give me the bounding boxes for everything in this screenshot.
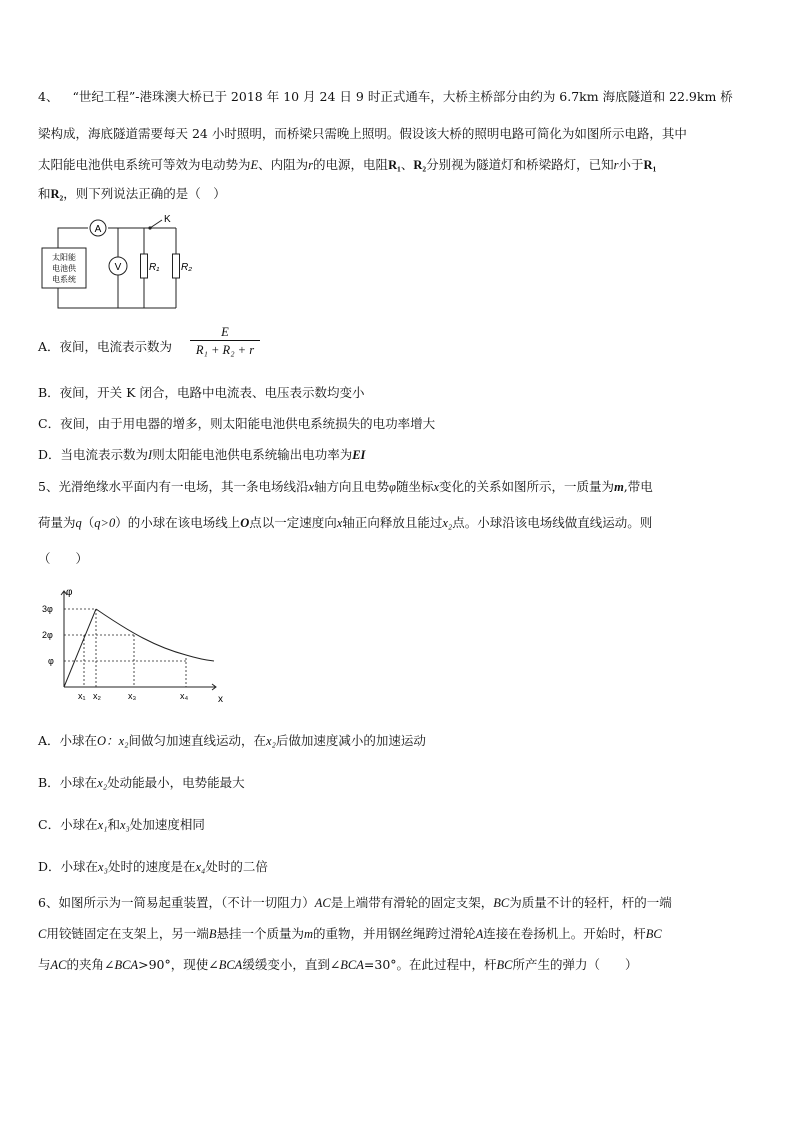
q5-option-d-text-e: 处时的二倍 <box>205 859 268 874</box>
q5-number: 5、 <box>38 479 59 494</box>
symbol-m-2: m <box>304 927 314 941</box>
q6-text-3h: 所产生的弹力（ ） <box>512 957 638 972</box>
symbol-BCA-1: BCA <box>114 958 139 972</box>
q4-text-3c: 的电源，电阻 <box>313 157 389 172</box>
q5-option-b[interactable] <box>38 774 245 792</box>
symbol-q: q <box>75 516 82 530</box>
q4-option-a[interactable] <box>38 338 172 356</box>
q5-option-d-text-c: 处时的速度是在 <box>107 859 196 874</box>
fraction <box>190 324 260 359</box>
q4-text-4a: 和 <box>38 186 51 201</box>
q5-text-2a: 荷量为 <box>38 515 76 530</box>
q4-text-3a: 太阳能电池供电系统可等效为电动势为 <box>38 157 251 172</box>
q6-text-3f: =30°。在此过程中，杆 <box>363 957 497 972</box>
switch-label: K <box>164 214 171 225</box>
tick-x4: x₄ <box>180 691 189 701</box>
symbol-q-positive: q>0 <box>94 516 116 530</box>
q4-option-d-text-b: 则太阳能电池供电系统输出电功率为 <box>152 447 353 462</box>
q5-text-1d: 变化的关系如图所示，一质量为 <box>439 479 615 494</box>
q6-text-2a: 用铰链固定在支架上，另一端 <box>46 926 209 941</box>
q6-text-2b: 悬挂一个质量为 <box>216 926 305 941</box>
symbol-R2: R₂ <box>413 158 427 172</box>
fraction-numerator: E <box>221 325 229 339</box>
q5-option-a-symbol-O: O： <box>97 734 119 748</box>
q5-option-a-symbol-x2: x₂ <box>118 734 129 748</box>
q5-option-d-text-a: D．小球在 <box>38 859 99 874</box>
q4-text-2: 梁构成，海底隧道需要每天 24 小时照明，而桥梁只需晚上照明。假设该大桥的照明电路可简化为如图所示电路，其中 <box>38 126 687 141</box>
tick-x1: x₁ <box>78 691 86 701</box>
q5-option-c-text-c: 和 <box>107 817 120 832</box>
q4-option-c-text: C．夜间，由于用电器的增多，则太阳能电池供电系统损失的电功率增大 <box>38 416 436 431</box>
q4-text-3e: 分别视为隧道灯和桥梁路灯，已知 <box>426 157 614 172</box>
ammeter-label: A <box>94 224 102 235</box>
symbol-BCA-3: BCA <box>340 958 364 972</box>
fraction-denominator: R₁ + R₂ + r <box>195 343 255 357</box>
q5-text-1b: 轴方向且电势 <box>314 479 390 494</box>
q4-text-4b: ，则下列说法正确的是（ ） <box>63 186 226 201</box>
q4-option-b[interactable] <box>38 384 364 402</box>
x-axis-label: x <box>218 694 223 705</box>
q5-option-c-text-e: 处加速度相同 <box>129 817 205 832</box>
q5-option-c[interactable] <box>38 816 205 834</box>
q5-option-d-symbol-x3: x₃ <box>98 860 108 874</box>
tick-phi: φ <box>48 656 54 666</box>
source-label-3: 电系统 <box>52 275 76 284</box>
q5-option-b-text-a: B．小球在 <box>38 775 98 790</box>
q5-option-a-symbol-x2-2: x₂ <box>265 734 276 748</box>
q5-option-d[interactable] <box>38 858 268 876</box>
q5-text-1e: ,带电 <box>623 479 653 494</box>
q5-option-c-text-a: C．小球在 <box>38 817 98 832</box>
switch-pivot-icon <box>148 226 151 229</box>
q5-line-1 <box>38 478 764 496</box>
q5-text-2e: 点以一定速度向 <box>249 515 337 530</box>
symbol-E: E <box>250 158 259 172</box>
q5-text-1c: 随坐标 <box>395 479 434 494</box>
q6-text-1c: 为质量不计的轻杆，杆的一端 <box>509 895 672 910</box>
q5-text-2b: （ <box>81 515 95 530</box>
q6-text-1b: 是上端带有滑轮的固定支架， <box>330 895 494 910</box>
q5-text-2g: 点。小球沿该电场线做直线运动。则 <box>452 515 653 530</box>
q4-option-a-text: A．夜间，电流表示数为 <box>38 339 173 354</box>
symbol-x: x <box>308 480 315 494</box>
symbol-r-2: r <box>613 158 619 172</box>
q6-text-2c: 的重物，并用钢丝绳跨过滑轮 <box>313 926 476 941</box>
symbol-phi: φ <box>389 480 396 494</box>
q4-line-4 <box>38 185 764 203</box>
q4-line-3 <box>38 156 764 174</box>
symbol-m: m <box>614 480 624 494</box>
symbol-r: r <box>308 158 314 172</box>
q6-text-3a: 与 <box>38 957 51 972</box>
q4-option-d-text-a: D．当电流表示数为 <box>38 447 149 462</box>
q4-line-1 <box>38 88 764 106</box>
q6-text-3d: >90°，现使∠ <box>138 957 219 972</box>
symbol-I: I <box>148 448 153 462</box>
tick-3phi: 3φ <box>42 604 53 614</box>
tick-x2: x₂ <box>93 691 101 701</box>
symbol-AC: AC <box>314 896 331 910</box>
q5-text-3: （ ） <box>38 551 89 566</box>
potential-graph <box>36 585 236 705</box>
q6-line-1 <box>38 894 764 912</box>
q5-text-2d: ）的小球在该电场线上 <box>115 515 241 530</box>
q5-text-1a: 光滑绝缘水平面内有一电场，其一条电场线沿 <box>58 479 309 494</box>
symbol-x2: x₂ <box>442 516 453 530</box>
q4-option-b-text: B．夜间，开关 K 闭合，电路中电流表、电压表示数均变小 <box>38 385 365 400</box>
q4-number: 4、 <box>38 89 59 104</box>
q4-text-3b: 、内阻为 <box>258 157 309 172</box>
q6-text-3c: 的夹角∠ <box>66 957 115 972</box>
q5-option-b-symbol-x2: x₂ <box>97 776 108 790</box>
q6-text-2d: 连接在卷扬机上。开始时，杆 <box>483 926 646 941</box>
symbol-BC: BC <box>493 896 510 910</box>
symbol-x-2: x <box>433 480 440 494</box>
symbol-x-3: x <box>336 516 343 530</box>
q5-line-3 <box>38 550 764 568</box>
q5-option-d-symbol-x4: x₄ <box>195 860 206 874</box>
y-axis-label: φ <box>66 587 73 598</box>
q4-option-d[interactable] <box>38 446 365 464</box>
q6-text-1a: 如图所示为一简易起重装置，（不计一切阻力） <box>58 895 315 910</box>
q6-line-2 <box>38 925 764 943</box>
q5-option-b-text-c: 处动能最小，电势能最大 <box>107 775 245 790</box>
voltmeter-label: V <box>114 262 122 273</box>
symbol-C: C <box>38 927 47 941</box>
q4-text-3d: 、 <box>400 157 414 172</box>
symbol-EI: EI <box>352 448 366 462</box>
q5-option-a-text-a: A．小球在 <box>38 733 98 748</box>
symbol-BC-3: BC <box>496 958 513 972</box>
r2-label: R₂ <box>181 262 193 273</box>
q5-text-2f: 轴正向释放且能过 <box>342 515 443 530</box>
symbol-BCA-2: BCA <box>218 958 243 972</box>
q5-option-a-text-f: 后做加速度减小的加速运动 <box>275 733 426 748</box>
symbol-B: B <box>208 927 217 941</box>
symbol-O: O <box>240 516 250 530</box>
symbol-R2-2: R₂ <box>50 187 64 201</box>
source-label-2: 电池供 <box>52 264 76 273</box>
q6-text-3e: 缓缓变小，直到∠ <box>242 957 341 972</box>
symbol-R1-2: R₁ <box>643 158 657 172</box>
q6-number: 6、 <box>38 895 59 910</box>
q4-text-1: “世纪工程”-港珠澳大桥已于 2018 年 10 月 24 日 9 时正式通车，大桥主桥部分由约为 6.7km 海底隧道和 22.9km 桥 <box>72 89 733 104</box>
source-label-1: 太阳能 <box>52 253 76 262</box>
symbol-AC-2: AC <box>50 958 67 972</box>
q4-text-3f: 小于 <box>618 157 644 172</box>
q6-line-3 <box>38 956 764 974</box>
symbol-A: A <box>475 927 484 941</box>
symbol-BC-2: BC <box>645 927 662 941</box>
q5-option-c-symbol-x3: x₃ <box>120 818 130 832</box>
q5-option-a-text-d: 间做匀加速直线运动，在 <box>128 733 266 748</box>
q5-line-2 <box>38 514 764 532</box>
circuit-diagram <box>36 212 196 312</box>
tick-2phi: 2φ <box>42 630 53 640</box>
symbol-R1: R₁ <box>388 158 401 172</box>
tick-x3: x₃ <box>128 691 137 701</box>
q4-line-2 <box>38 125 764 143</box>
q5-option-c-symbol-x1: x₁ <box>97 818 108 832</box>
q4-option-c[interactable] <box>38 415 435 433</box>
curve-rise <box>64 609 96 687</box>
r1-label: R₁ <box>149 262 160 273</box>
q5-option-a[interactable] <box>38 732 426 750</box>
